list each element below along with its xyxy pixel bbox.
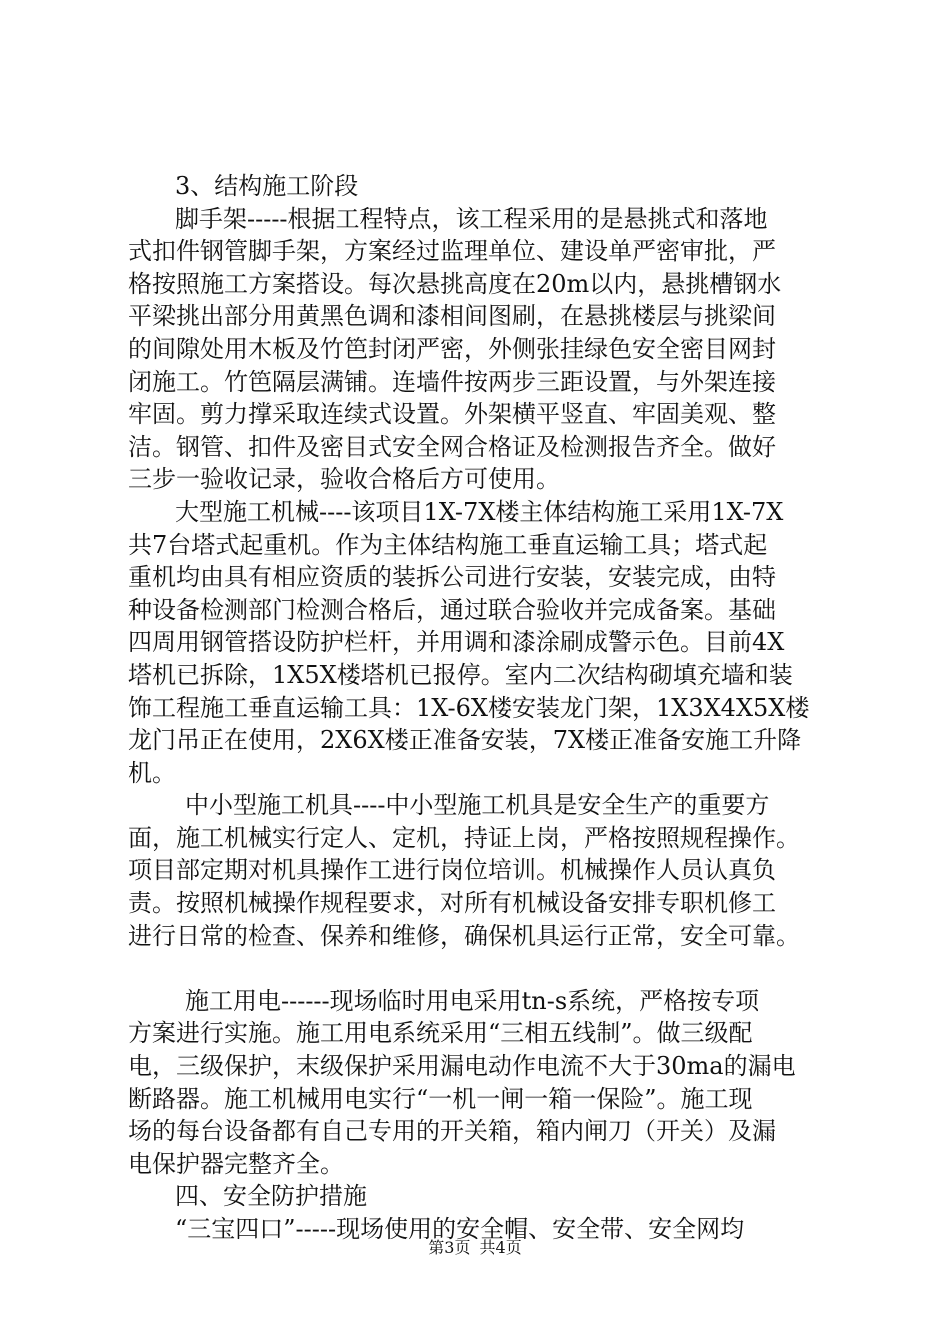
paragraph-line: 方案进行实施。施工用电系统采用“三相五线制”。做三级配 [128,1019,753,1048]
paragraph-line: 重机均由具有相应资质的装拆公司进行安装，安装完成，由特 [128,563,776,592]
paragraph-line: 脚手架-----根据工程特点，该工程采用的是悬挑式和落地 [175,204,768,233]
blank-line [128,952,852,985]
paragraph-line: 四周用钢管搭设防护栏杆，并用调和漆涂刷成警示色。目前4X [128,628,785,657]
section-heading: 3、结构施工阶段 [175,172,359,200]
paragraph-line: 式扣件钢管脚手架，方案经过监理单位、建设单严密审批，严 [128,237,776,266]
paragraph-line: 洁。钢管、扣件及密目式安全网合格证及检测报告齐全。做好 [128,432,776,461]
paragraph-line: 塔机已拆除，1X5X楼塔机已报停。室内二次结构砌填充墙和装 [128,660,793,689]
paragraph-line: 中小型施工机具----中小型施工机具是安全生产的重要方 [185,791,770,820]
paragraph-line: 饰工程施工垂直运输工具：1X-6X楼安装龙门架，1X3X4X5X楼 [128,693,810,722]
paragraph-line: 电，三级保护，末级保护采用漏电动作电流不大于30ma的漏电 [128,1052,796,1081]
paragraph-line: 断路器。施工机械用电实行“一机一闸一箱一保险”。施工现 [128,1084,753,1113]
paragraph-line: 格按照施工方案搭设。每次悬挑高度在20m以内，悬挑槽钢水 [128,269,782,298]
paragraph-line: 进行日常的检查、保养和维修，确保机具运行正常，安全可靠。 [128,921,800,950]
paragraph-line: 面，施工机械实行定人、定机，持证上岗，严格按照规程操作。 [128,823,800,852]
paragraph-line: 施工用电------现场临时用电采用tn-s系统，严格按专项 [185,986,760,1015]
paragraph-line: 项目部定期对机具操作工进行岗位培训。机械操作人员认真负 [128,856,776,885]
paragraph-line: 的间隙处用木板及竹笆封闭严密，外侧张挂绿色安全密目网封 [128,334,776,363]
page-number: 第3页 [428,1238,471,1257]
paragraph-line: 龙门吊正在使用，2X6X楼正准备安装，7X楼正准备安施工升降 [128,726,802,755]
paragraph-line: 电保护器完整齐全。 [128,1149,344,1178]
paragraph-line: 大型施工机械----该项目1X-7X楼主体结构施工采用1X-7X [175,497,784,526]
paragraph-line: 平梁挑出部分用黄黑色调和漆相间图刷，在悬挑楼层与挑梁间 [128,302,776,331]
paragraph-line: “三宝四口”-----现场使用的安全帽、安全带、安全网均 [175,1215,745,1243]
page-total: 共4页 [479,1238,522,1257]
document-body [128,170,852,1246]
paragraph-line: 三步一验收记录，验收合格后方可使用。 [128,465,560,494]
paragraph-line: 闭施工。竹笆隔层满铺。连墙件按两步三距设置，与外架连接 [128,367,776,396]
page-footer [0,1237,950,1259]
paragraph-line: 牢固。剪力撑采取连续式设置。外架横平竖直、牢固美观、整 [128,400,776,429]
paragraph-line: 机。 [128,758,176,787]
paragraph-line: 场的每台设备都有自己专用的开关箱，箱内闸刀（开关）及漏 [128,1117,776,1146]
section-heading: 四、安全防护措施 [175,1182,367,1211]
paragraph-line: 责。按照机械操作规程要求，对所有机械设备安排专职机修工 [128,889,776,918]
paragraph-line: 种设备检测部门检测合格后，通过联合验收并完成备案。基础 [128,595,776,624]
paragraph-line: 共7台塔式起重机。作为主体结构施工垂直运输工具；塔式起 [128,530,768,559]
